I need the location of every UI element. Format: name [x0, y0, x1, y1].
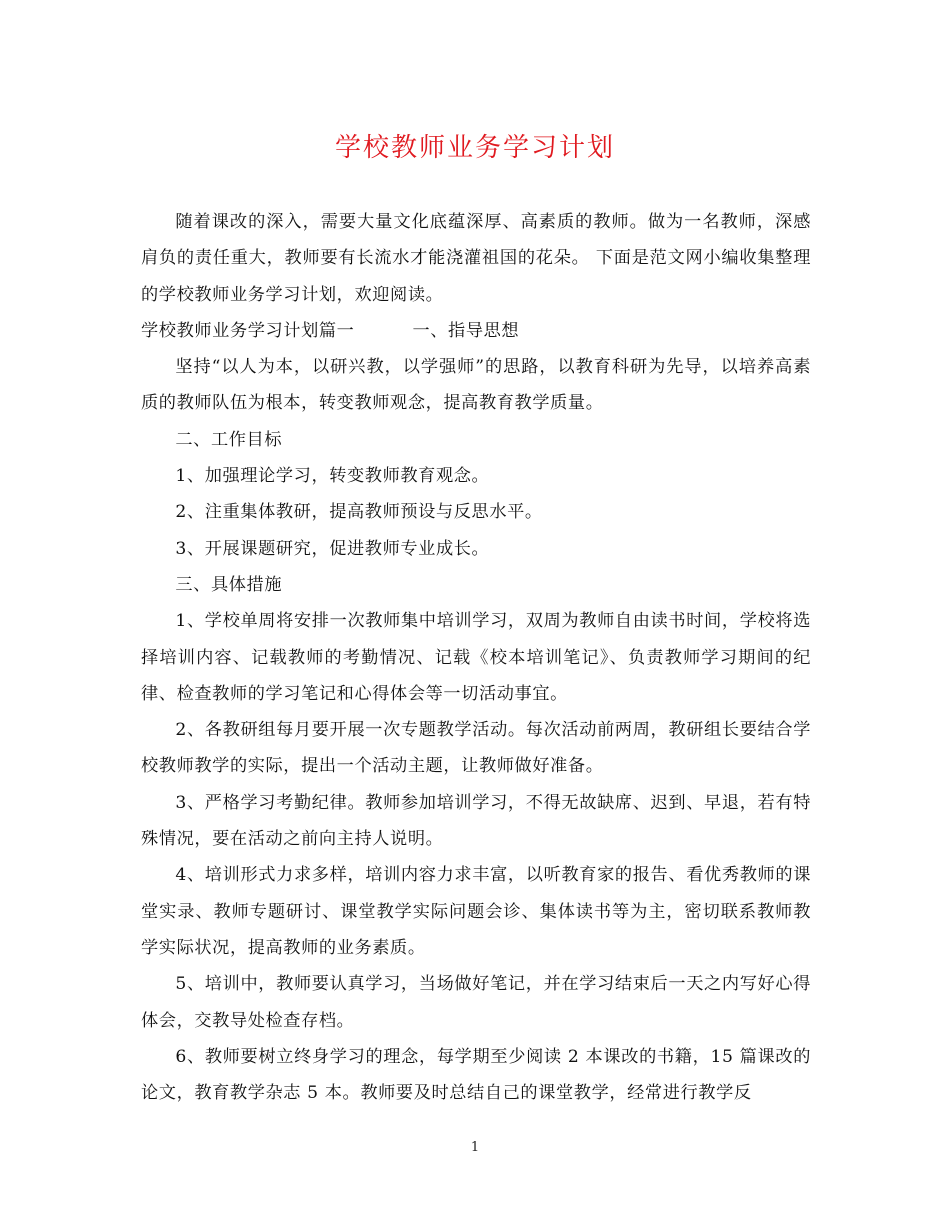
- intro-paragraph: 随着课改的深入，需要大量文化底蕴深厚、高素质的教师。做为一名教师，深感肩负的责任重大，教师要有长流水才能浇灌祖国的花朵。 下面是范文网小编收集整理的学校教师业务学习计划，欢迎阅读。: [141, 212, 811, 305]
- section-heading-line: [141, 313, 811, 349]
- plan-part-heading: 学校教师业务学习计划篇一: [141, 320, 355, 341]
- measure-item: 3、严格学习考勤纪律。教师参加培训学习，不得无故缺席、迟到、早退，若有特殊情况，要在活动之前向主持人说明。: [141, 792, 811, 850]
- goals-heading: 二、工作目标: [175, 429, 283, 450]
- guiding-thought-paragraph: 坚持“以人为本，以研兴教，以学强师”的思路，以教育科研为先导，以培养高素质的教师队伍为根本，转变教师观念，提高教育教学质量。: [141, 357, 811, 414]
- measure-item: 6、教师要树立终身学习的理念，每学期至少阅读 2 本课改的书籍，15 篇课改的论文，教育教学杂志 5 本。教师要及时总结自己的课堂教学，经常进行教学反: [141, 1046, 811, 1104]
- measures-heading: 三、具体措施: [175, 574, 283, 595]
- document-title: 学校教师业务学习计划: [334, 133, 615, 163]
- goal-item: 1、加强理论学习，转变教师教育观念。: [175, 466, 490, 487]
- page-number: 1: [470, 1140, 480, 1155]
- goal-item: 3、开展课题研究，促进教师专业成长。: [175, 538, 490, 559]
- guiding-thought-heading: 一、指导思想: [412, 320, 520, 341]
- measure-item: 1、学校单周将安排一次教师集中培训学习，双周为教师自由读书时间，学校将选择培训内容、记载教师的考勤情况、记载《校本培训笔记》、负责教师学习期间的纪律、检查教师的学习笔记和心得体会等一切活动事宜。: [141, 611, 811, 704]
- measure-item: 4、培训形式力求多样，培训内容力求丰富，以听教育家的报告、看优秀教师的课堂实录、教师专题研讨、课堂教学实际问题会诊、集体读书等为主，密切联系教师教学实际状况，提高教师的业务素质。: [141, 865, 811, 958]
- document-body: [141, 204, 811, 1111]
- measure-item: 5、培训中，教师要认真学习，当场做好笔记，并在学习结束后一天之内写好心得体会，交教导处检查存档。: [141, 974, 811, 1031]
- measure-item: 2、各教研组每月要开展一次专题教学活动。每次活动前两周，教研组长要结合学校教师教学的实际，提出一个活动主题，让教师做好准备。: [141, 720, 811, 777]
- goal-item: 2、注重集体教研，提高教师预设与反思水平。: [175, 502, 543, 523]
